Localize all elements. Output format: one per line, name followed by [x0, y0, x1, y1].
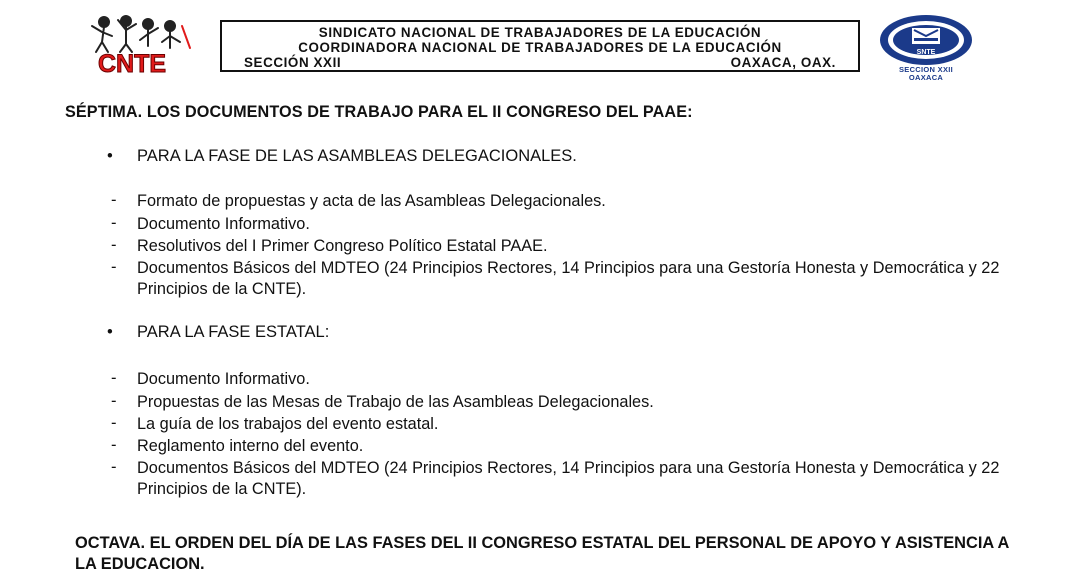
cnte-logo-text: CNTE [98, 50, 167, 78]
dash-marker: - [111, 436, 117, 454]
dash-marker: - [111, 214, 117, 232]
header-line-1: SINDICATO NACIONAL DE TRABAJADORES DE LA EDUCACIÓN [318, 25, 762, 40]
bullet-icon: • [107, 323, 113, 341]
phase1-item: Documentos Básicos del MDTEO (24 Principios Rectores, 14 Principios para una Gestoría Honesta y Democrática y 22 Principios de la CNTE). [137, 259, 1000, 298]
phase2-item: Propuestas de las Mesas de Trabajo de las Asambleas Delegacionales. [137, 393, 654, 411]
seal-text: SNTE [916, 49, 936, 56]
snte-seal [874, 14, 978, 82]
phase1-title: PARA LA FASE DE LAS ASAMBLEAS DELEGACIONALES. [137, 147, 577, 165]
phase1-item: Documento Informativo. [137, 215, 310, 233]
dash-marker: - [111, 191, 117, 209]
phase2-item: Documentos Básicos del MDTEO (24 Principios Rectores, 14 Principios para una Gestoría Honesta y Democrática y 22 Principios de la CNTE). [137, 459, 1000, 498]
phase2-title: PARA LA FASE ESTATAL: [137, 323, 330, 341]
seal-caption-1: SECCION XXII [898, 65, 954, 74]
dash-marker: - [111, 236, 117, 254]
cnte-logo [82, 12, 206, 76]
snte-seal-icon [874, 14, 978, 66]
phase1-item: Formato de propuestas y acta de las Asambleas Delegacionales. [137, 192, 606, 210]
octava-heading: OCTAVA. EL ORDEN DEL DÍA DE LAS FASES DEL II CONGRESO ESTATAL DEL PERSONAL DE APOYO Y ASISTENCIA A LA EDUCACION. [75, 534, 1009, 573]
dash-marker: - [111, 392, 117, 410]
header-title-box [220, 20, 860, 72]
header-location: OAXACA, OAX. [730, 55, 836, 70]
header-line-2: COORDINADORA NACIONAL DE TRABAJADORES DE LA EDUCACIÓN [298, 40, 782, 55]
header-section: SECCIÓN XXII [244, 55, 342, 70]
bullet-icon: • [107, 147, 113, 165]
phase2-item: Reglamento interno del evento. [137, 437, 364, 455]
seal-caption-2: OAXACA [908, 73, 944, 82]
septima-heading: SÉPTIMA. LOS DOCUMENTOS DE TRABAJO PARA EL II CONGRESO DEL PAAE: [65, 103, 693, 121]
dash-marker: - [111, 458, 117, 476]
dash-marker: - [111, 414, 117, 432]
header-line-3 [222, 55, 858, 70]
dash-marker: - [111, 258, 117, 276]
phase1-item: Resolutivos del I Primer Congreso Político Estatal PAAE. [137, 237, 548, 255]
phase2-item: La guía de los trabajos del evento estatal. [137, 415, 439, 433]
phase2-item: Documento Informativo. [137, 370, 310, 388]
dash-marker: - [111, 369, 117, 387]
